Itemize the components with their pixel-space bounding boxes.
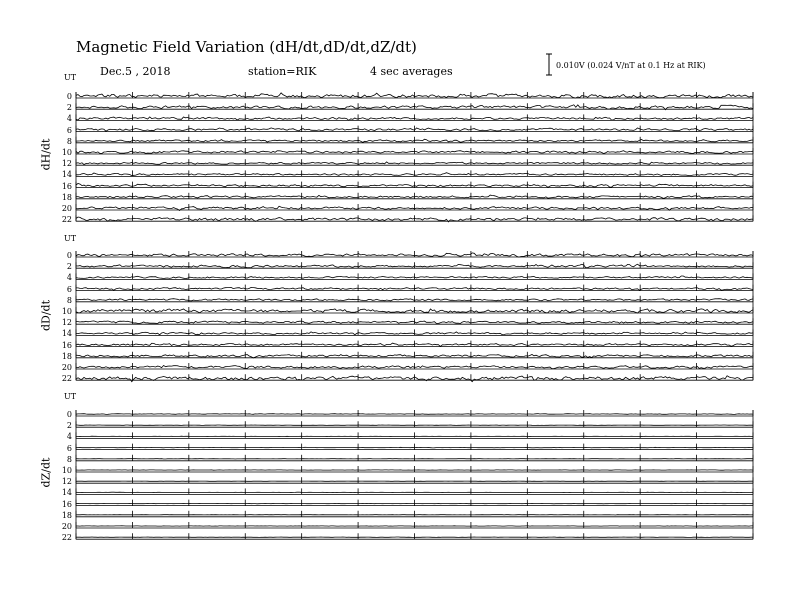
dhdt-ut-label: UT bbox=[64, 73, 77, 82]
dddt-hour-label: 8 bbox=[66, 295, 72, 305]
dddt-hour-label: 14 bbox=[61, 329, 72, 339]
dzdt-hour-label: 2 bbox=[66, 421, 72, 431]
dzdt-hour-label: 22 bbox=[61, 533, 72, 543]
dzdt-hour-label: 12 bbox=[61, 477, 72, 487]
dzdt-hour-label: 10 bbox=[61, 466, 72, 475]
dzdt-hour-label: 0 bbox=[66, 410, 72, 419]
scale-bar bbox=[546, 54, 552, 75]
scale-bar-label: 0.010V (0.024 V/nT at 0.1 Hz at RIK) bbox=[556, 61, 706, 70]
dhdt-hour-label: 14 bbox=[61, 170, 72, 180]
dzdt-axis-label: dZ/dt bbox=[39, 457, 53, 488]
dhdt-hour-label: 8 bbox=[66, 136, 72, 146]
dzdt-hour-label: 6 bbox=[66, 443, 72, 453]
date-label: Dec.5 , 2018 bbox=[100, 65, 171, 78]
dzdt-hour-label: 20 bbox=[61, 522, 72, 531]
dhdt-panel bbox=[76, 92, 753, 222]
dddt-hour-label: 2 bbox=[66, 262, 72, 272]
dhdt-hour-label: 10 bbox=[61, 148, 72, 157]
chart-title: Magnetic Field Variation (dH/dt,dD/dt,dZ/dt) bbox=[76, 38, 417, 56]
trace-line-dzdt-2 bbox=[76, 425, 753, 426]
dddt-hour-label: 22 bbox=[61, 374, 72, 384]
dzdt-hour-label: 18 bbox=[61, 510, 72, 520]
dhdt-hour-label: 0 bbox=[66, 92, 72, 101]
dddt-panel bbox=[76, 251, 753, 382]
dhdt-hour-label: 6 bbox=[66, 125, 72, 135]
station-label: station=RIK bbox=[248, 65, 317, 78]
dzdt-hour-label: 4 bbox=[66, 432, 72, 442]
dzdt-ut-label: UT bbox=[64, 392, 77, 401]
dhdt-hour-label: 12 bbox=[61, 159, 72, 169]
dddt-hour-label: 10 bbox=[61, 307, 72, 316]
averaging-label: 4 sec averages bbox=[370, 65, 453, 78]
dddt-hour-label: 4 bbox=[66, 273, 72, 283]
trace-line-dzdt-14 bbox=[76, 492, 753, 493]
dhdt-hour-label: 4 bbox=[66, 114, 72, 124]
dddt-hour-label: 0 bbox=[66, 251, 72, 260]
dddt-hour-label: 6 bbox=[66, 284, 72, 294]
dddt-ut-label: UT bbox=[64, 234, 77, 243]
dddt-hour-label: 20 bbox=[61, 363, 72, 372]
dhdt-hour-label: 20 bbox=[61, 204, 72, 213]
dddt-hour-label: 16 bbox=[61, 340, 72, 350]
dzdt-hour-label: 8 bbox=[66, 454, 72, 464]
dhdt-hour-label: 2 bbox=[66, 103, 72, 113]
trace-line-dzdt-0 bbox=[76, 414, 753, 415]
dddt-hour-label: 12 bbox=[61, 318, 72, 328]
dhdt-hour-label: 18 bbox=[61, 192, 72, 202]
dhdt-hour-label: 16 bbox=[61, 181, 72, 191]
dzdt-hour-label: 16 bbox=[61, 499, 72, 509]
dddt-axis-label: dD/dt bbox=[39, 299, 53, 332]
trace-line-dzdt-6 bbox=[76, 447, 753, 448]
dhdt-axis-label: dH/dt bbox=[39, 138, 53, 171]
dddt-hour-label: 18 bbox=[61, 351, 72, 361]
dzdt-panel bbox=[76, 410, 753, 539]
dzdt-hour-label: 14 bbox=[61, 488, 72, 498]
dhdt-hour-label: 22 bbox=[61, 215, 72, 225]
